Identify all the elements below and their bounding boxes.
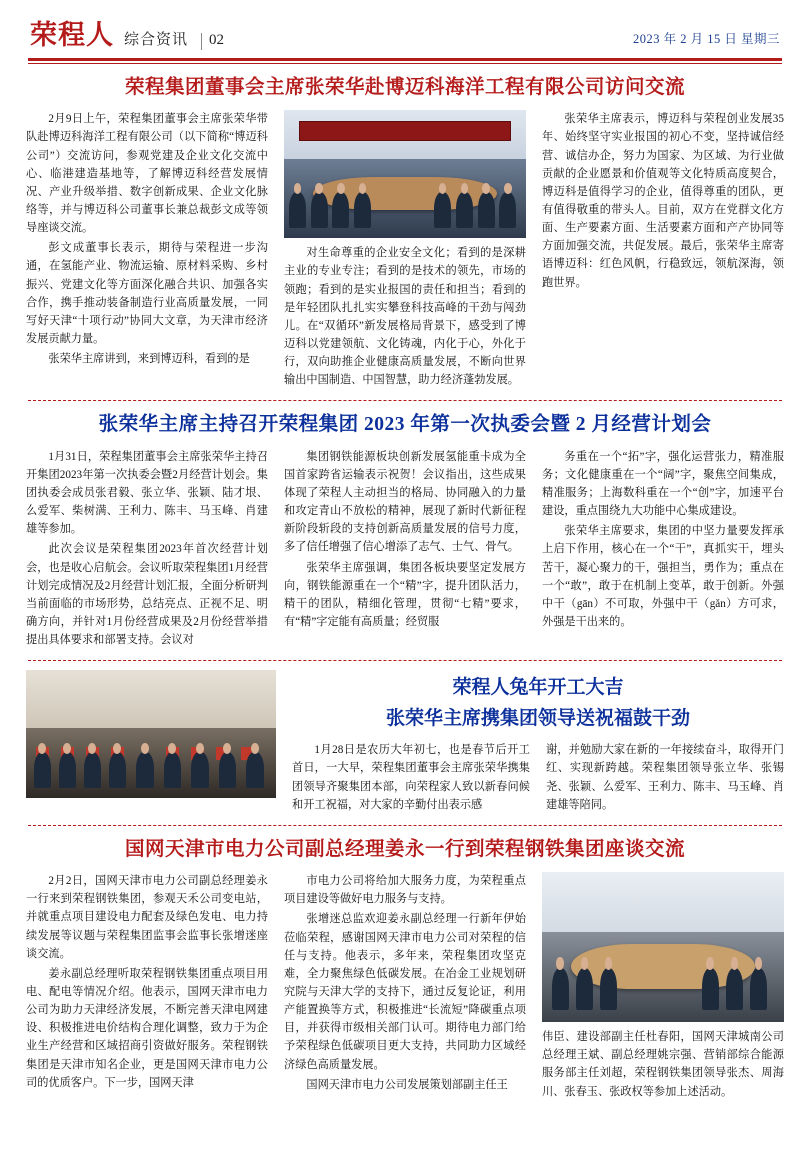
- article-4-photo: [542, 872, 784, 1022]
- article-4-headline: 国网天津市电力公司副总经理姜永一行到荣程钢铁集团座谈交流: [124, 838, 685, 860]
- paragraph: 此次会议是荣程集团2023年首次经营计划会，也是收心启航会。会议听取荣程集团1月经营计划完成情况及2月经营计划汇报，全面分析研判当前面临的市场形势，总结亮点、正视不足、明确方向，并针对1月份经营成果及2月份经营举措提出具体要求和部署支持。会议对: [26, 543, 268, 647]
- masthead: [26, 0, 784, 56]
- paragraph: 务重在一个“拓”字，强化运营张力，精准服务；文化健康重在一个“阔”字，聚焦空间集成，精准服务；上海数科重在一个“创”字，加速平台建设，重点围绕九大功能中心集成建设。: [542, 450, 784, 518]
- divider-1: [28, 400, 782, 401]
- issue-date: 2023 年 2 月 15 日 星期三: [632, 32, 780, 46]
- paragraph: 对生命尊重的企业安全文化；看到的是深耕主业的专业专注；看到的是技术的领先，市场的领跑；看到的是实业报国的责任和担当；看到的是年轻团队扎扎实实攀登科技高峰的干劲与闯劲儿。在“双循环”新发展格局背景下，感受到了博迈科以党建领航、文化铸魂，内化于心，外化于行，双向助推企业健康高质量发展，不断向世界输出中国制造、中国智慧，助力经济蓬勃发展。: [284, 247, 526, 387]
- masthead-left: [30, 22, 224, 50]
- article-1-headline: 荣程集团董事会主席张荣华赴博迈科海洋工程有限公司访问交流: [124, 77, 685, 98]
- article-3: [26, 670, 784, 816]
- masthead-rule-thin: [28, 63, 782, 64]
- paragraph: 张荣华主席强调，集团各板块要坚定发展方向，钢铁能源重在一个“精”字，提升团队活力，精干的团队，精细化管理，贯彻“七精”要求，有“精”字定能有高质量；经贸服: [284, 561, 526, 629]
- paragraph: 张荣华主席表示，博迈科与荣程创业发展35年、始终坚守实业报国的初心不变，坚持诚信经营、诚信办企，努力为国家、为区域、为行业做贡献的企业愿景和价值观等文化特质高度契合，博迈科是值得学习的企业，值得尊重的团队，更有值得敬重的带头人。目前，双方在党群文化方面、生产要素方面、生活要素方面和产产协同等方面加强交流，共促发展。最后，张荣华主席寄语博迈科：红色风帆，行稳致远，领航深海，领跑世界。: [542, 113, 784, 289]
- article-3-layout: [26, 670, 784, 816]
- article-3-headline-line-2: 张荣华主席携集团领导送祝福鼓干劲: [385, 707, 690, 729]
- paragraph: 国网天津市电力公司发展策划部副主任王: [306, 1078, 508, 1091]
- paragraph: 2月2日，国网天津市电力公司副总经理姜永一行来到荣程钢铁集团，参观天禾公司变电站，并就重点项目建设电力配套及绿色发电、电力持续发展等议题与荣程集团监事会监事长张增迷座谈交流。: [26, 875, 268, 960]
- article-2-col-2: [284, 448, 526, 652]
- divider-2: [28, 660, 782, 661]
- article-1-col-2: [284, 110, 526, 391]
- paragraph: 张荣华主席讲到，来到博迈科，看到的是: [48, 353, 250, 366]
- paragraph: 彭文成董事长表示，期待与荣程进一步沟通，在氢能产业、物流运输、原材料采购、乡村振兴、党建文化等方面深化融合共识、加强各实合作，携手推动装备制造行业高质量发展，一同写好天津“十项行动”协同大文章，为天津市经济发展贡献力量。: [26, 242, 268, 345]
- article-1-photo: [284, 110, 526, 238]
- paragraph: 市电力公司将给加大服务力度，为荣程重点项目建设等做好电力服务与支持。: [284, 875, 526, 906]
- article-4-col-3: [542, 872, 784, 1103]
- article-2-col-3: [542, 448, 784, 652]
- article-3-photo-wrap: [26, 670, 276, 816]
- article-3-body: [292, 670, 784, 816]
- article-2-col-1: [26, 448, 268, 652]
- paragraph: 集团钢铁能源板块创新发展氢能重卡成为全国首家跨省运输表示祝贺！会议指出，这些成果体现了荣程人主动担当的格局、协同融入的力量和攻定青山不放松的精神，展现了新时代新征程新阶段斩段的支持创新高质量发展的信号力度，多了信任增强了信心增添了志气、士气、骨气。: [284, 450, 526, 554]
- paragraph: 谢，并勉励大家在新的一年接续奋斗，取得开门红、实现新跨越。荣程集团领导张立华、张锡尧、张颖、么爱军、王利力、陈丰、马玉峰、肖建雄等陪同。: [546, 744, 784, 811]
- paragraph: 2月9日上午，荣程集团董事会主席张荣华带队赴博迈科海洋工程有限公司（以下简称“博迈科公司”）交流访问，参观党建及企业文化交流中心、临港建造基地等，了解博迈科经营发展情况、产业升级举措、数字创新成果、企业文化脉络等，并与博迈科公司董事长兼总裁彭文成等领导座谈交流。: [26, 113, 268, 235]
- article-4-col-2: [284, 872, 526, 1103]
- article-3-photo: [26, 670, 276, 798]
- masthead-rule: [28, 58, 782, 61]
- paragraph: 1月31日，荣程集团董事会主席张荣华主持召开集团2023年第一次执委会暨2月经营计划会。集团执委会成员张君毅、张立华、张颖、陆才垠、么爱军、柴树满、王利力、陈丰、马玉峰、肖建雄等参加。: [26, 450, 268, 536]
- article-3-columns: [292, 741, 784, 816]
- article-3-col-2: [546, 741, 784, 816]
- paragraph: 张增迷总监欢迎姜永副总经理一行新年伊始莅临荣程，感谢国网天津市电力公司对荣程的信任与支持。他表示，多年来，荣程集团攻坚克难，全力聚焦绿色低碳发展。在冶金工业规划研究院与天津大学的支持下，通过反复论证，利用产能置换等方式，积极推进“长流短”降碳重点项目，并获得市级相关部门认可。期待电力部门给予荣程绿色低碳项目更大支持，共同助力区域经济绿色高质量发展。: [284, 913, 526, 1071]
- article-4-columns: [26, 872, 784, 1103]
- article-1: [26, 75, 784, 391]
- article-2-columns: [26, 448, 784, 652]
- article-1-columns: [26, 110, 784, 391]
- article-3-headline-line-1: 荣程人兔年开工大吉: [452, 677, 624, 699]
- section-name: 综合资讯: [124, 32, 189, 48]
- article-1-col-1: [26, 110, 268, 391]
- article-1-col-3: [542, 110, 784, 391]
- article-2-headline: 张荣华主席主持召开荣程集团 2023 年第一次执委会暨 2 月经营计划会: [98, 414, 712, 436]
- article-4-closing-paragraph: 伟臣、建设部副主任杜春阳，国网天津城南公司总经理王斌、副总经理姚宗强、营销部综合能源服务部主任刘超，荣程钢铁集团领导张杰、周海川、张春玉、张政权等参加上述活动。: [542, 1031, 784, 1098]
- page-number: 02: [201, 33, 224, 50]
- divider-3: [28, 825, 782, 826]
- article-2: [26, 412, 784, 651]
- article-3-col-1: [292, 741, 530, 816]
- article-4: [26, 837, 784, 1103]
- paragraph: 张荣华主席要求，集团的中坚力量要发挥承上启下作用，核心在一个“干”，真抓实干，埋头苦干，凝心聚力的干，强担当，勇作为；重点在一个“敢”，敢于在机制上变革，敢于创新。外强中干（gān）不可取，外强中干（gǎn）方可求，外强是干出来的。: [542, 525, 784, 629]
- paragraph: 姜永副总经理听取荣程钢铁集团重点项目用电、配电等情况介绍。他表示，国网天津市电力公司为助力天津经济发展，不断完善天津电网建设、积极推进电价结构合理化调整，致力于为企业生产经营和区域招商引资做好服务。荣程钢铁集团是天津市知名企业，更是国网天津市电力公司的优质客户。下一步，国网天津: [26, 967, 268, 1089]
- article-4-col-1: [26, 872, 268, 1103]
- publication-logo: 荣程人: [30, 20, 114, 50]
- paragraph: 1月28日是农历大年初七，也是春节后开工首日，一大早，荣程集团董事会主席张荣华携集团领导齐聚集团本部，向荣程家人致以新春问候和开工祝福，对大家的辛勤付出表示感: [292, 744, 530, 811]
